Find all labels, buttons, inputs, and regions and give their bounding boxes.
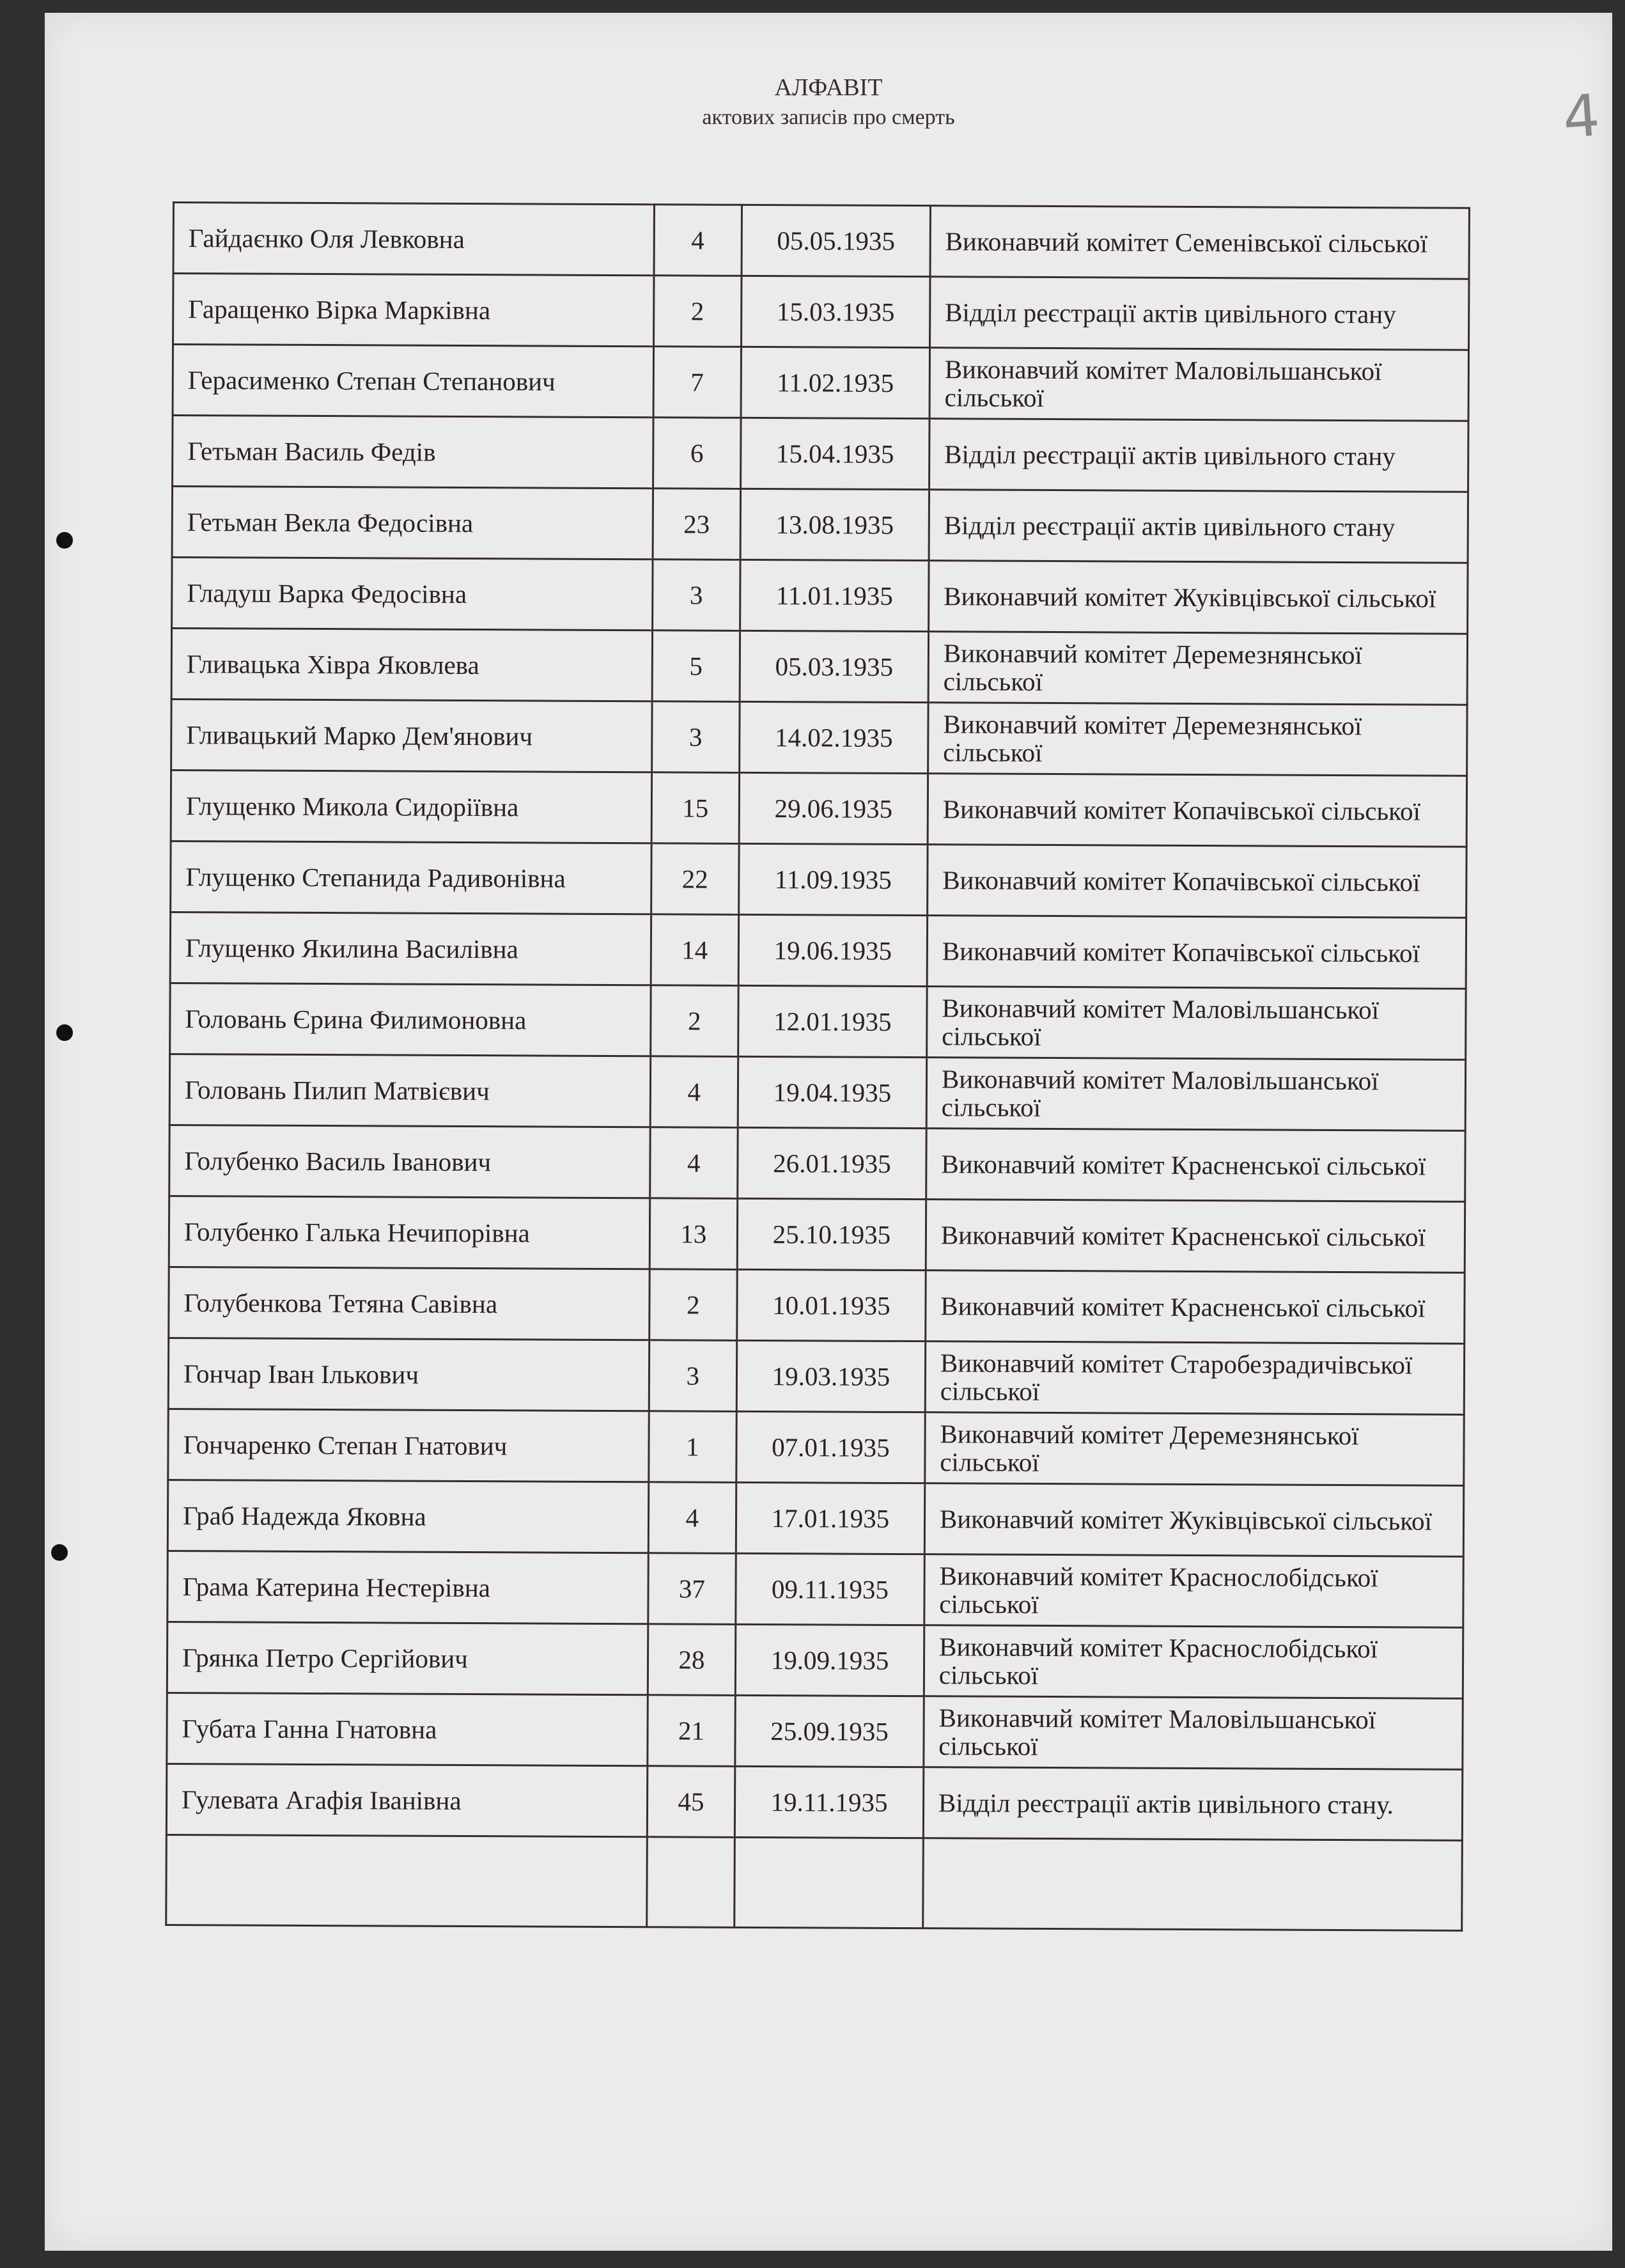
record-name-cell: Граб Надежда Яковна	[167, 1480, 648, 1552]
record-name-cell: Грянка Петро Сергійович	[167, 1622, 648, 1694]
record-date-cell: 11.01.1935	[740, 559, 929, 631]
record-office-cell: Виконавчий комітет Красненської сільської	[926, 1200, 1465, 1273]
record-date-cell: 13.08.1935	[740, 489, 929, 560]
record-office-cell: Виконавчий комітет Копачівської сільської	[927, 916, 1466, 989]
table-row	[169, 1125, 1465, 1201]
record-number-cell: 3	[651, 701, 740, 773]
document-title: АЛФАВІТ	[774, 74, 883, 101]
record-number-cell: 13	[649, 1198, 738, 1270]
table-row	[172, 487, 1468, 563]
document-page	[45, 13, 1612, 2251]
record-date-cell: 10.01.1935	[737, 1269, 926, 1341]
record-date-cell: 05.05.1935	[742, 205, 930, 276]
table-row	[171, 629, 1467, 705]
record-number-cell: 15	[651, 772, 740, 844]
record-office-cell: Виконавчий комітет Красненської сільської	[926, 1271, 1465, 1344]
empty-cell	[166, 1834, 647, 1927]
record-number-cell: 28	[648, 1624, 736, 1696]
record-name-cell: Гончаренко Степан Гнатович	[168, 1409, 649, 1482]
record-date-cell: 12.01.1935	[738, 985, 927, 1057]
record-office-cell: Виконавчий комітет Деремезнянської сільської	[928, 703, 1467, 776]
record-number-cell: 7	[653, 347, 742, 418]
record-office-cell: Виконавчий комітет Маловільшанської сільської	[924, 1696, 1463, 1770]
record-date-cell: 19.11.1935	[735, 1766, 923, 1838]
record-number-cell: 37	[648, 1553, 736, 1625]
record-office-cell: Виконавчий комітет Краснослобідської сільської	[924, 1625, 1463, 1699]
table-row	[169, 1267, 1465, 1343]
table-row	[172, 558, 1468, 634]
table-row	[167, 1622, 1463, 1698]
punch-hole-top	[56, 532, 73, 549]
empty-cell	[646, 1837, 735, 1928]
empty-table-row	[166, 1834, 1463, 1930]
record-date-cell: 11.09.1935	[739, 843, 928, 915]
record-number-cell: 4	[648, 1482, 736, 1554]
record-name-cell: Голубенко Галька Нечипорівна	[169, 1196, 649, 1269]
record-office-cell: Виконавчий комітет Красненської сільської	[926, 1129, 1466, 1202]
record-office-cell: Виконавчий комітет Копачівської сільської	[928, 845, 1467, 918]
record-office-cell: Виконавчий комітет Старобезрадичівської сільської	[925, 1341, 1465, 1415]
record-name-cell: Гливацька Хівра Яковлева	[171, 629, 652, 701]
record-date-cell: 11.02.1935	[741, 347, 929, 418]
record-name-cell: Гончар Іван Ількович	[168, 1338, 649, 1411]
record-date-cell: 25.10.1935	[737, 1198, 926, 1270]
table-row	[171, 699, 1467, 776]
record-name-cell: Гаращенко Вірка Марківна	[173, 274, 654, 347]
record-name-cell: Гливацький Марко Дем'янович	[171, 699, 652, 772]
record-name-cell: Глущенко Якилина Василівна	[170, 912, 651, 985]
record-date-cell: 19.09.1935	[735, 1624, 924, 1696]
table-row	[171, 770, 1466, 847]
record-name-cell: Грама Катерина Нестерівна	[167, 1551, 648, 1623]
record-name-cell: Голубенко Василь Іванович	[169, 1125, 650, 1198]
table-row	[170, 912, 1466, 989]
record-number-cell: 45	[647, 1766, 735, 1838]
record-office-cell: Виконавчий комітет Копачівської сільської	[928, 774, 1467, 847]
record-date-cell: 14.02.1935	[740, 701, 928, 773]
table-row	[166, 1764, 1462, 1840]
record-number-cell: 14	[651, 914, 739, 986]
record-name-cell: Головань Єрина Филимоновна	[170, 983, 651, 1056]
record-office-cell: Виконавчий комітет Жуківцівської сільської	[924, 1483, 1464, 1557]
record-date-cell: 26.01.1935	[738, 1127, 926, 1199]
record-name-cell: Гетьман Василь Федів	[173, 416, 653, 489]
table-row	[173, 345, 1468, 421]
punch-hole-middle	[56, 1024, 73, 1041]
record-date-cell: 05.03.1935	[740, 630, 928, 702]
punch-hole-bottom	[51, 1544, 68, 1561]
record-number-cell: 3	[649, 1340, 737, 1412]
record-date-cell: 09.11.1935	[736, 1553, 924, 1625]
record-date-cell: 15.03.1935	[742, 276, 930, 347]
record-date-cell: 17.01.1935	[736, 1482, 924, 1554]
table-row	[171, 841, 1466, 918]
record-number-cell: 1	[648, 1411, 736, 1483]
empty-cell	[923, 1838, 1463, 1931]
record-number-cell: 2	[649, 1269, 737, 1341]
record-number-cell: 2	[653, 276, 742, 347]
table-row	[167, 1551, 1463, 1627]
record-date-cell: 15.04.1935	[741, 418, 929, 489]
record-name-cell: Глущенко Микола Сидоріївна	[171, 770, 651, 843]
record-number-cell: 21	[648, 1695, 736, 1767]
record-office-cell: Відділ реєстрації актів цивільного стану	[929, 419, 1468, 492]
record-number-cell: 4	[649, 1127, 738, 1199]
record-office-cell: Виконавчий комітет Деремезнянської сільської	[925, 1412, 1465, 1486]
record-number-cell: 22	[651, 843, 739, 915]
record-name-cell: Гладуш Варка Федосівна	[172, 558, 653, 630]
record-name-cell: Глущенко Степанида Радивонівна	[171, 841, 651, 914]
document-subtitle: актових записів про смерть	[702, 106, 955, 129]
record-name-cell: Гулевата Агафія Іванівна	[166, 1764, 647, 1836]
record-office-cell: Виконавчий комітет Краснослобідської сільської	[924, 1554, 1464, 1628]
record-name-cell: Голубенкова Тетяна Савівна	[169, 1267, 649, 1340]
table-row	[169, 1196, 1465, 1272]
record-name-cell: Губата Ганна Гнатовна	[167, 1693, 648, 1765]
table-row	[169, 1054, 1465, 1130]
record-number-cell: 4	[654, 205, 742, 276]
table-row	[168, 1409, 1464, 1485]
record-number-cell: 6	[653, 418, 741, 489]
record-number-cell: 4	[650, 1056, 738, 1128]
record-office-cell: Відділ реєстрації актів цивільного стану	[929, 490, 1468, 563]
record-office-cell: Відділ реєстрації актів цивільного стану	[929, 277, 1469, 350]
record-date-cell: 19.04.1935	[738, 1056, 926, 1128]
record-office-cell: Виконавчий комітет Маловільшанської сільської	[929, 348, 1469, 421]
table-row	[173, 274, 1469, 350]
record-name-cell: Герасименко Степан Степанович	[173, 345, 653, 418]
table-row	[173, 416, 1468, 492]
handwritten-page-number: 4	[1560, 82, 1602, 152]
record-number-cell: 5	[652, 630, 740, 702]
record-date-cell: 29.06.1935	[739, 772, 928, 844]
record-date-cell: 19.06.1935	[738, 914, 927, 986]
record-name-cell: Гетьман Векла Федосівна	[172, 487, 653, 559]
record-date-cell: 25.09.1935	[735, 1695, 924, 1767]
record-office-cell: Виконавчий комітет Деремезнянської сільської	[928, 632, 1468, 705]
table-row	[168, 1338, 1464, 1414]
table-row	[167, 1480, 1463, 1556]
record-office-cell: Виконавчий комітет Семенівської сільської	[930, 206, 1470, 279]
record-name-cell: Головань Пилип Матвієвич	[169, 1054, 650, 1127]
death-records-table	[165, 201, 1470, 1932]
record-date-cell: 07.01.1935	[736, 1411, 925, 1483]
record-number-cell: 2	[650, 985, 738, 1057]
table-row	[170, 983, 1466, 1060]
record-number-cell: 23	[653, 489, 741, 560]
record-number-cell: 3	[652, 559, 740, 631]
empty-cell	[735, 1837, 923, 1928]
record-office-cell: Відділ реєстрації актів цивільного стану.	[923, 1767, 1463, 1841]
table-row	[173, 203, 1469, 279]
record-office-cell: Виконавчий комітет Маловільшанської сільської	[927, 987, 1466, 1060]
record-date-cell: 19.03.1935	[736, 1340, 925, 1412]
record-name-cell: Гайдаєнко Оля Левковна	[173, 203, 654, 276]
table-row	[167, 1693, 1463, 1769]
record-office-cell: Виконавчий комітет Жуківцівської сільської	[928, 561, 1468, 634]
record-office-cell: Виконавчий комітет Маловільшанської сільської	[926, 1058, 1466, 1131]
